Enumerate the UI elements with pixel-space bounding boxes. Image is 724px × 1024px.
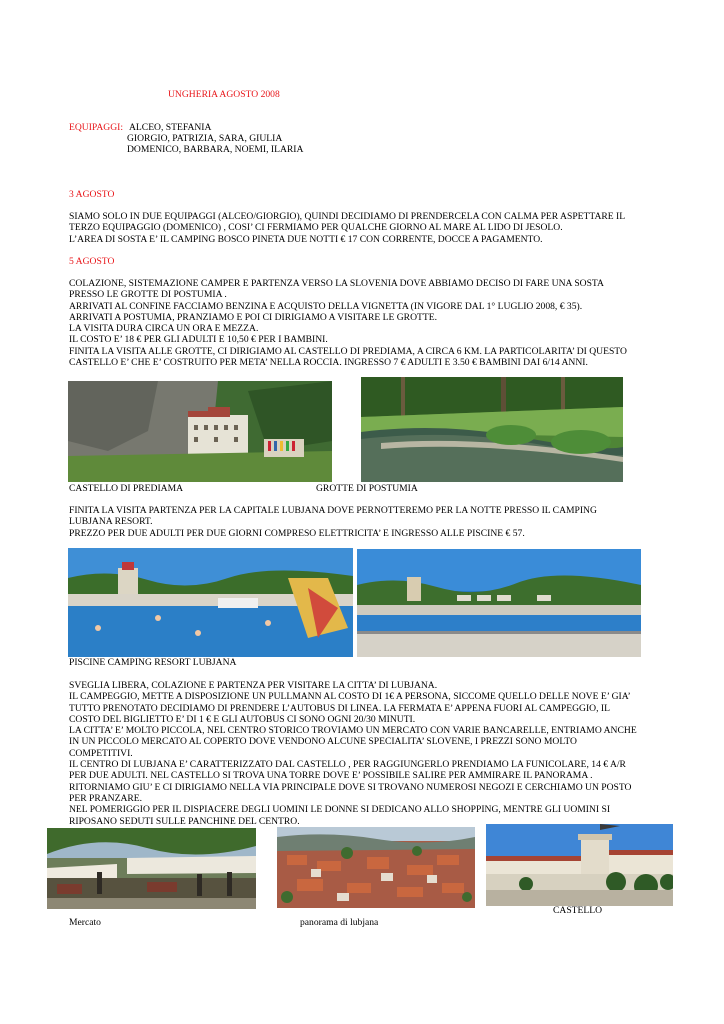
crews-label: EQUIPAGGI: [69,122,124,133]
lubjana-paragraph [69,505,597,539]
text-line: CASTELLO E’ CHE E’ COSTRUITO PER META’ NELLA ROCCIA. INGRESSO 7 € ADULTI E 3.50 € BAMBINI DAI 6/14 ANNI. [69,357,588,369]
text-line: ARRIVATI AL CONFINE FACCIAMO BENZINA E ACQUISTO DELLA VIGNETTA (IN VIGORE DAL 1° LUGLIO 2008, € 35). [69,300,583,312]
text-line: IL CENTRO DI LUBJANA E’ CARATTERIZZATO DAL CASTELLO , PER RAGGIUNGERLO PRENDIAMO LA FUNICOLARE, 14 € A/R [69,759,626,771]
text-line: L’AREA DI SOSTA E’ IL CAMPING BOSCO PINETA DUE NOTTI € 17 CON CORRENTE, DOCCE A PAGAMENTO. [69,233,543,245]
text-line: ARRIVATI A POSTUMIA, PRANZIAMO E POI CI DIRIGIAMO A VISITARE LE GROTTE. [69,311,437,323]
text-line: COSTO DEL BIGLIETTO E’ DI 1 € E GLI AUTOBUS CI SONO OGNI 20/30 MINUTI. [69,713,416,725]
text-line: TERZO EQUIPAGGIO (DOMENICO) , COSI’ CI FERMIAMO PER QUALCHE GIORNO AL MARE AL LIDO DI JESOLO. [69,222,563,234]
text-line: IN UN PICCOLO MERCATO AL COPERTO DOVE VENDONO ALCUNE SPECIALITA’ SLOVENE, I PREZZI SONO MOLTO [69,736,577,748]
text-line: LA VISITA DURA CIRCA UN ORA E MEZZA. [69,323,259,335]
caption-prediama: CASTELLO DI PREDIAMA [69,483,184,494]
text-line: PER DUE ADULTI. NEL CASTELLO SI TROVA UNA TORRE DOVE E’ POSSIBILE SALIRE PER AMMIRARE IL PANORAMA . [69,770,593,782]
city-paragraph [69,680,637,827]
text-line: PER PRANZARE. [69,792,143,804]
page-title: UNGHERIA AGOSTO 2008 [168,89,280,100]
text-line: LUBJANA RESORT. [69,516,153,528]
day2-paragraph [69,278,627,368]
text-line: LA CITTA’ E’ MOLTO PICCOLA, NEL CENTRO STORICO TROVIAMO UN MERCATO CON VARIE BANCARELLE, ENTRIAMO ANCHE [69,725,637,737]
text-line: IL COSTO E’ 18 € PER GLI ADULTI E 10,50 € PER I BAMBINI. [69,334,328,346]
text-line: FINITA LA VISITA ALLE GROTTE, CI DIRIGIAMO AL CASTELLO DI PREDIAMA, A CIRCA 6 KM. LA PARTICOLARITA’ DI QUESTO [69,345,627,357]
text-line: SVEGLIA LIBERA, COLAZIONE E PARTENZA PER VISITARE LA CITTA’ DI LUBJANA. [69,680,438,691]
text-line: COLAZIONE, SISTEMAZIONE CAMPER E PARTENZA VERSO LA SLOVENIA DOVE ABBIAMO DECISO DI FARE UNA SOSTA [69,278,604,289]
crew-line: GIORGIO, PATRIZIA, SARA, GIULIA [127,133,283,144]
crew-line: ALCEO, STEFANIA [129,122,212,133]
prediama-castle-photo [68,381,332,482]
text-line: SIAMO SOLO IN DUE EQUIPAGGI (ALCEO/GIORGIO), QUINDI DECIDIAMO DI PRENDERCELA CON CALMA PER ASPETTARE IL [69,211,626,222]
day-heading-5-agosto: 5 AGOSTO [69,256,115,267]
caption-panorama: panorama di lubjana [300,917,379,928]
market-photo [47,828,256,909]
text-line: FINITA LA VISITA PARTENZA PER LA CAPITALE LUBJANA DOVE PERNOTTEREMO PER LA NOTTE PRESSO IL CAMPING [69,505,597,516]
pool-photo-left [68,548,353,657]
text-line: PRESSO LE GROTTE DI POSTUMIA . [69,289,227,301]
text-line: RIPOSANO SEDUTI SULLE PANCHINE DEL CENTRO. [69,815,300,827]
text-line: IL CAMPEGGIO, METTE A DISPOSIZIONE UN PULLMANN AL COSTO DI 1€ A PERSONA, SICCOME QUELLO DELLE NOVE E’ GIA’ [69,691,631,703]
day-heading-3-agosto: 3 AGOSTO [69,189,115,200]
pool-photo-right [357,549,641,657]
caption-market: Mercato [69,917,101,928]
castle-photo [486,824,673,906]
crew-line: DOMENICO, BARBARA, NOEMI, ILARIA [127,144,304,155]
day1-paragraph [69,211,625,245]
panorama-photo [277,827,475,908]
caption-pools: PISCINE CAMPING RESORT LUBJANA [69,657,237,668]
caption-postumia: GROTTE DI POSTUMIA [316,483,418,494]
text-line: TUTTO PRENOTATO DECIDIAMO DI PRENDERE L’AUTOBUS DI LINEA. LA FERMATA E’ APPENA FUORI AL CAMPEGGIO, IL [69,702,610,714]
text-line: PREZZO PER DUE ADULTI PER DUE GIORNI COMPRESO ELETTRICITA’ E INGRESSO ALLE PISCINE € 57. [69,527,525,539]
text-line: COMPETITIVI. [69,747,133,759]
text-line: RITORNIAMO GIU’ E CI DIRIGIAMO NELLA VIA PRINCIPALE DOVE SI TROVANO NUMEROSI NEGOZI E CERCHIAMO UN POSTO [69,781,632,793]
caption-castle: CASTELLO [553,905,603,916]
postumia-caves-photo [361,377,623,482]
text-line: NEL POMERIGGIO PER IL DISPIACERE DEGLI UOMINI LE DONNE SI DEDICANO ALLO SHOPPING, MENTRE GLI UOMINI SI [69,804,611,816]
